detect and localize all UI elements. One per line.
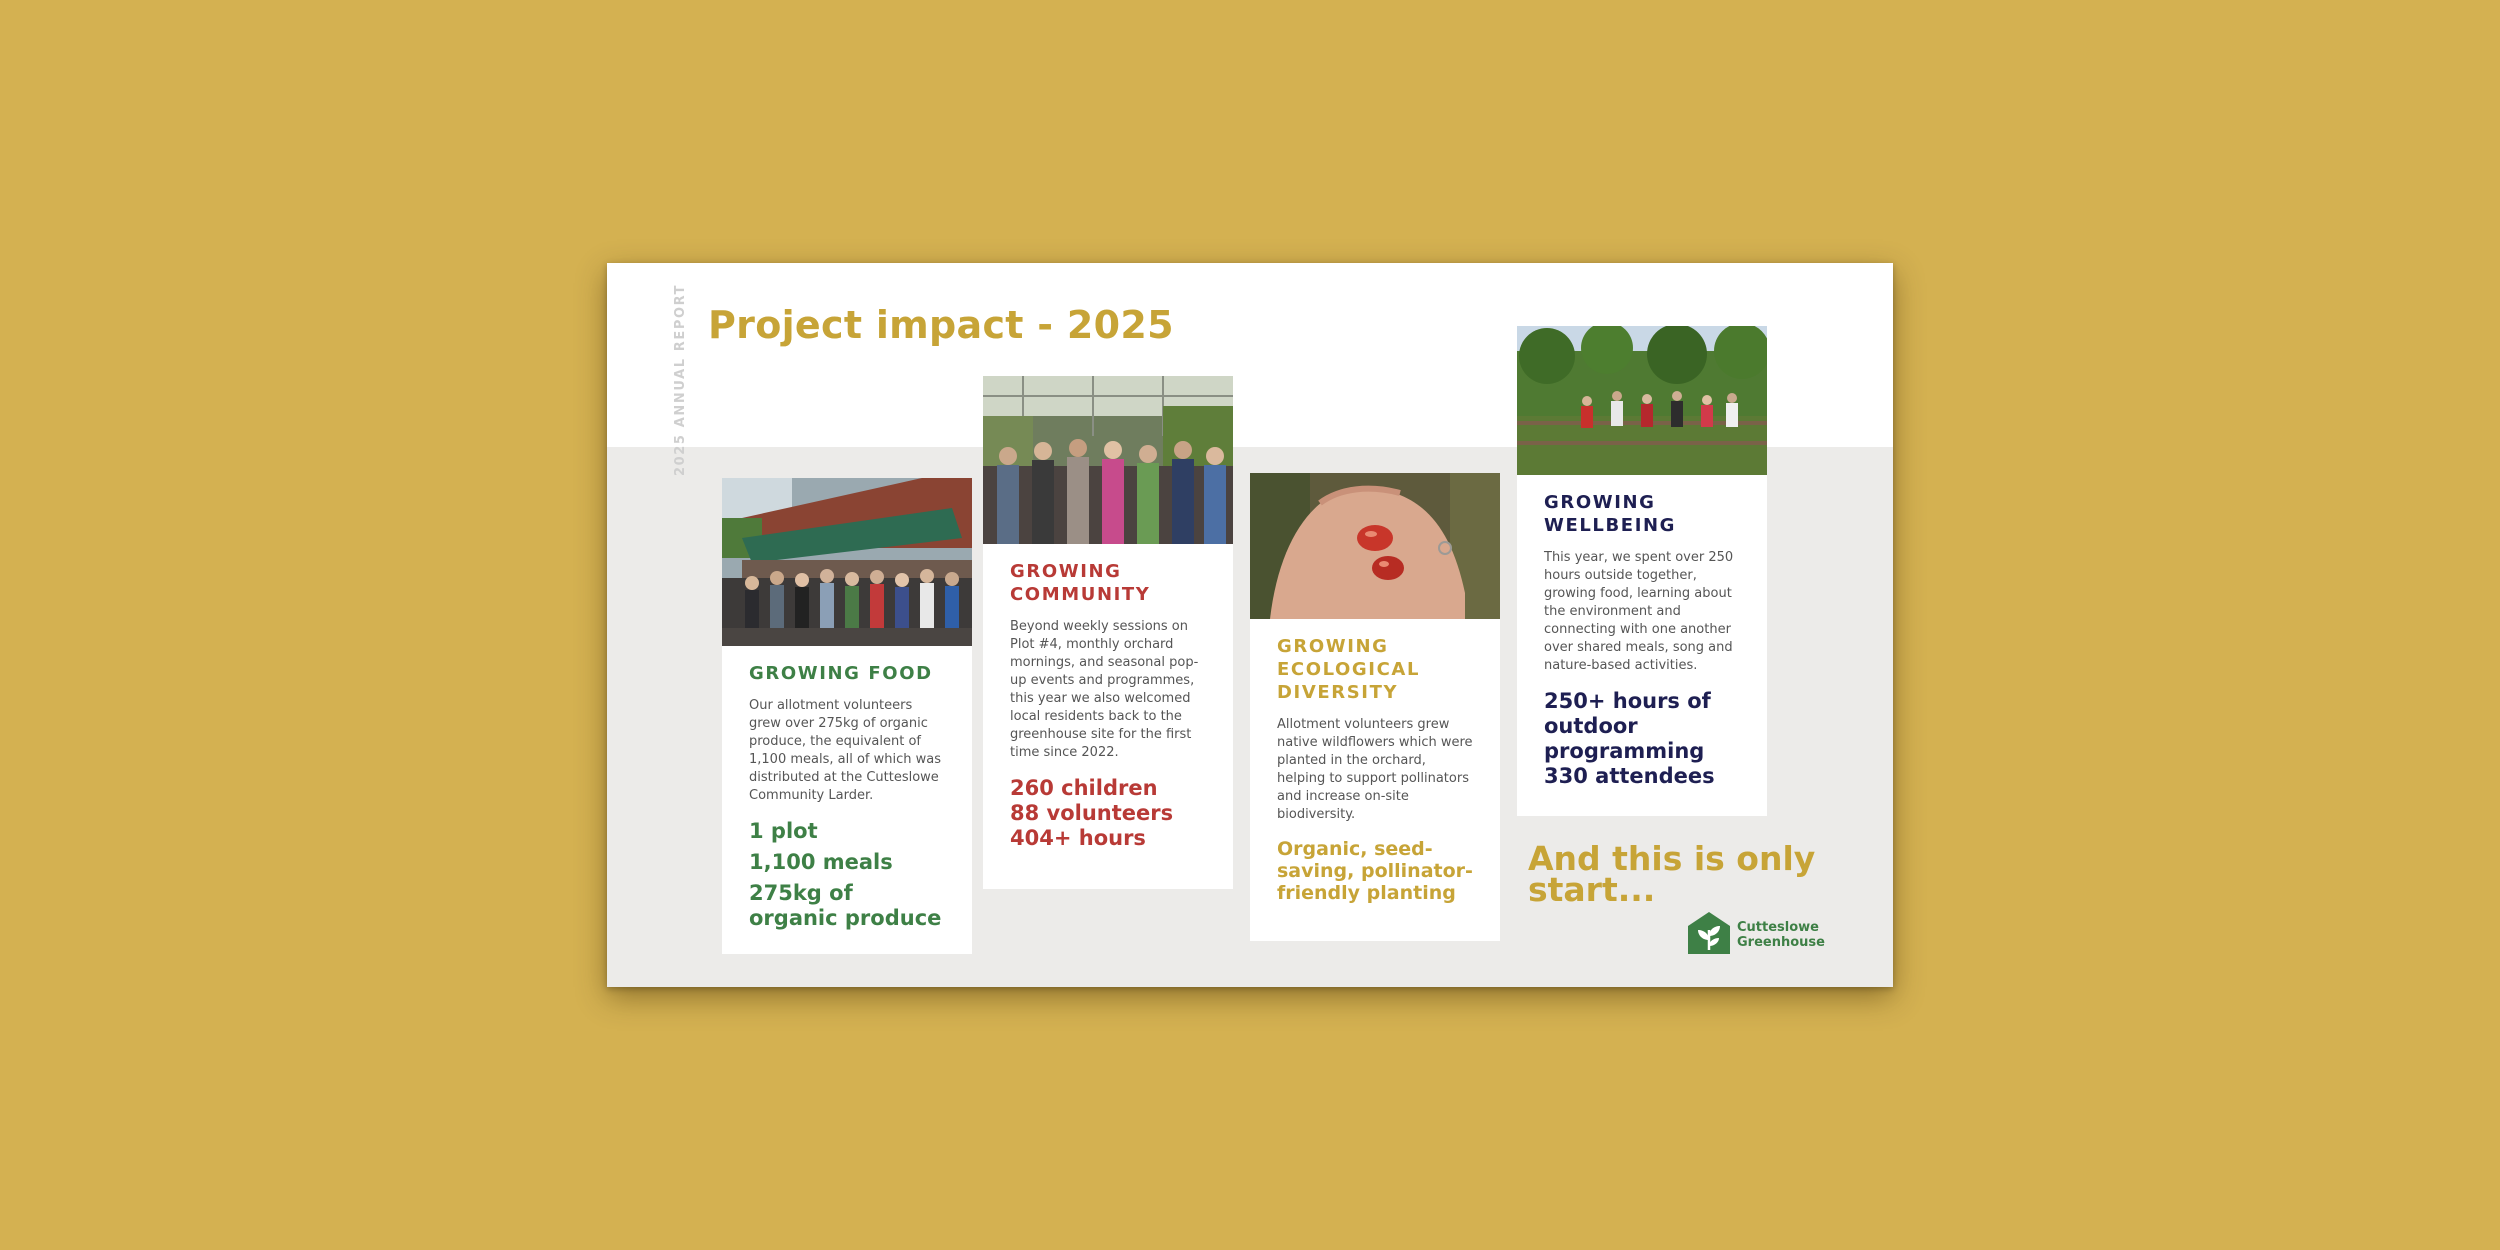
photo-outdoor-gathering — [1517, 326, 1767, 475]
card-description: This year, we spent over 250 hours outside together, growing food, learning about the environment and connecting with one another over shared meals, song and nature-based activities. — [1544, 550, 1734, 673]
card-heading: GROWING WELLBEING — [1544, 492, 1677, 536]
closing-statement: And this is only start... — [1528, 839, 1816, 909]
card-description: Allotment volunteers grew native wildflowers which were planted in the orchard, helping to support pollinators and increase on-site biodiversity. — [1277, 717, 1473, 822]
card-stats — [749, 819, 945, 931]
logo-text — [1737, 920, 1825, 950]
card-growing-food — [722, 478, 972, 954]
report-side-label: 2025 ANNUAL REPORT — [673, 283, 688, 476]
page-title: Project impact - 2025 — [708, 303, 1174, 347]
card-stats — [1277, 838, 1473, 904]
card-heading: GROWING FOOD — [749, 663, 933, 684]
stat-line: Organic, seed-saving, pollinator-friendly planting — [1277, 838, 1473, 904]
card-stats — [1544, 689, 1740, 789]
stat-line: 1 plot — [749, 819, 818, 843]
card-description: Beyond weekly sessions on Plot #4, monthly orchard mornings, and seasonal pop-up events and programmes, this year we also welcomed local residents back to the greenhouse site for the first time since 2022. — [1010, 619, 1199, 760]
stat-line: 250+ hours of outdoor programming — [1544, 689, 1711, 763]
stat-line: 1,100 meals — [749, 850, 893, 874]
stat-line: 404+ hours — [1010, 826, 1146, 850]
photo-community-larder — [722, 478, 972, 646]
card-description: Our allotment volunteers grew over 275kg of organic produce, the equivalent of 1,100 meals, all of which was distributed at the Cutteslowe Community Larder. — [749, 698, 941, 803]
stat-line: 260 children — [1010, 776, 1158, 800]
card-growing-community — [983, 376, 1233, 889]
logo-line-2: Greenhouse — [1737, 935, 1825, 950]
card-heading: GROWING COMMUNITY — [1010, 561, 1151, 605]
photo-greenhouse-visitors — [983, 376, 1233, 544]
stat-line: 330 attendees — [1544, 764, 1715, 788]
card-growing-wellbeing — [1517, 326, 1767, 816]
card-stats — [1010, 776, 1206, 851]
photo-seeds-in-hand — [1250, 473, 1500, 619]
logo-line-1: Cutteslowe — [1737, 920, 1819, 935]
card-heading: GROWING ECOLOGICAL DIVERSITY — [1277, 636, 1421, 703]
stat-line: 88 volunteers — [1010, 801, 1174, 825]
cutteslowe-greenhouse-logo — [1686, 910, 1825, 960]
greenhouse-leaf-icon — [1686, 910, 1732, 960]
annual-report-page — [607, 263, 1893, 987]
card-growing-ecological-diversity — [1250, 473, 1500, 941]
stat-line: 275kg of organic produce — [749, 881, 942, 930]
